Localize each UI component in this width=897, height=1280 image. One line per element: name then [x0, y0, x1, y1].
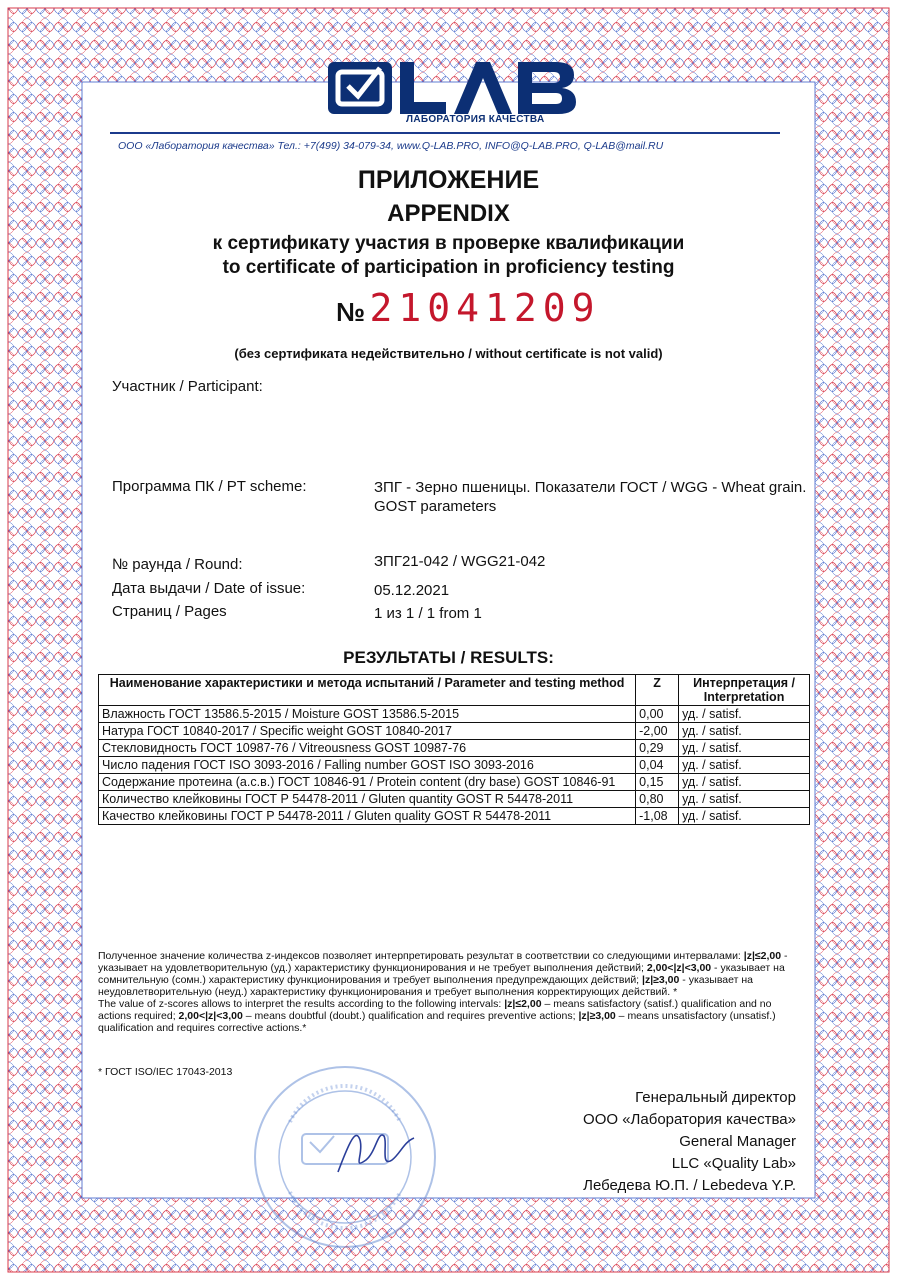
table-row: [99, 740, 810, 757]
logo-subtitle: ЛАБОРАТОРИЯ КАЧЕСТВА: [406, 114, 545, 125]
results-table: [98, 674, 810, 825]
row-interp: уд. / satisf.: [679, 757, 810, 774]
gost-footnote: * ГОСТ ISO/IEC 17043-2013: [98, 1066, 233, 1078]
certificate-number: [336, 286, 600, 330]
header-z: Z: [636, 675, 679, 706]
header-param: Наименование характеристики и метода испытаний / Parameter and testing method: [99, 675, 636, 706]
date-value: 05.12.2021: [374, 582, 450, 599]
row-z: 0,29: [636, 740, 679, 757]
row-param: Число падения ГОСТ ISO 3093-2016 / Falling number GOST ISO 3093-2016: [99, 757, 636, 774]
contact-line: ООО «Лаборатория качества» Тел.: +7(499) 34-079-34, www.Q-LAB.PRO, INFO@Q-LAB.PRO, Q-LAB@mail.RU: [118, 140, 664, 152]
note-ru-text: - указывает на сомнительную (сомн.) характеристику функционирования и требует выполнения предупреждающих действий;: [98, 962, 785, 986]
number-value: 21041209: [369, 286, 601, 330]
signature-block: [520, 1087, 796, 1197]
row-interp: уд. / satisf.: [679, 740, 810, 757]
title-en: APPENDIX: [387, 200, 510, 227]
title-ru: ПРИЛОЖЕНИЕ: [357, 166, 540, 194]
sig-company-en: LLC «Quality Lab»: [671, 1155, 796, 1172]
note-ru-interval: |z|≥3,00: [642, 974, 680, 986]
row-param: Содержание протеина (а.с.в.) ГОСТ 10846-91 / Protein content (dry base) GOST 10846-91: [99, 774, 636, 791]
table-header-row: [99, 675, 810, 706]
row-param: Влажность ГОСТ 13586.5-2015 / Moisture GOST 13586.5-2015: [99, 706, 636, 723]
note-ru-interval: |z|≤2,00: [743, 950, 782, 962]
participant-label: Участник / Participant:: [112, 378, 263, 395]
table-row: [99, 791, 810, 808]
note-en-text: – means satisfactory (satisf.) qualification and no actions required;: [98, 998, 772, 1022]
table-row: [99, 808, 810, 825]
note-ru-text: Полученное значение количества z-индексов позволяет интерпретировать результат в соответствии со следующими интервалами:: [98, 950, 744, 962]
note-ru-text: - указывает на удовлетворительную (уд.) характеристику функционирования и не требует выполнения действий;: [98, 950, 788, 974]
row-param: Количество клейковины ГОСТ Р 54478-2011 / Gluten quantity GOST R 54478-2011: [99, 791, 636, 808]
note-en-interval: 2,00<|z|<3,00: [178, 1010, 243, 1022]
note-en-text: – means doubtful (doubt.) qualification and requires preventive actions;: [242, 1010, 579, 1022]
row-param: Стекловидность ГОСТ 10987-76 / Vitreousness GOST 10987-76: [99, 740, 636, 757]
row-z: 0,15: [636, 774, 679, 791]
row-param: Натура ГОСТ 10840-2017 / Specific weight GOST 10840-2017: [99, 723, 636, 740]
row-z: 0,04: [636, 757, 679, 774]
pages-label: Страниц / Pages: [112, 603, 227, 620]
table-row: [99, 706, 810, 723]
date-label: Дата выдачи / Date of issue:: [112, 580, 306, 597]
header-rule: [110, 132, 780, 134]
table-row: [99, 757, 810, 774]
subtitle-ru: к сертификату участия в проверке квалификации: [212, 233, 685, 254]
row-interp: уд. / satisf.: [679, 791, 810, 808]
round-value: ЗПГ21-042 / WGG21-042: [374, 553, 546, 570]
note-en-interval: |z|≥3,00: [578, 1010, 616, 1022]
table-row: [99, 774, 810, 791]
row-interp: уд. / satisf.: [679, 808, 810, 825]
round-label: № раунда / Round:: [112, 556, 243, 573]
subtitle-en: to certificate of participation in proficiency testing: [222, 257, 675, 278]
row-z: 0,80: [636, 791, 679, 808]
results-title: РЕЗУЛЬТАТЫ / RESULTS:: [343, 648, 554, 667]
note-en-text: – means unsatisfactory (unsatisf.) qualification and requires corrective actions.*: [98, 1010, 776, 1034]
z-score-notes: [98, 950, 798, 1034]
row-interp: уд. / satisf.: [679, 723, 810, 740]
row-z: 0,00: [636, 706, 679, 723]
row-interp: уд. / satisf.: [679, 774, 810, 791]
note-ru-text: - указывает на неудовлетворительную (неуд.) характеристику функционирования и требует выполнения корректирующих действий. *: [98, 974, 754, 998]
row-z: -2,00: [636, 723, 679, 740]
sig-name: Лебедева Ю.П. / Lebedeva Y.P.: [583, 1177, 796, 1194]
sig-title-ru: Генеральный директор: [635, 1089, 796, 1106]
row-interp: уд. / satisf.: [679, 706, 810, 723]
note-en-interval: |z|≤2,00: [504, 998, 542, 1010]
header-interp: Интерпретация / Interpretation: [679, 675, 810, 706]
sig-company-ru: ООО «Лаборатория качества»: [583, 1111, 796, 1128]
row-param: Качество клейковины ГОСТ Р 54478-2011 / Gluten quality GOST R 54478-2011: [99, 808, 636, 825]
handwritten-signature: [330, 1120, 420, 1180]
number-sign: №: [336, 297, 365, 327]
sig-title-en: General Manager: [679, 1133, 796, 1150]
row-z: -1,08: [636, 808, 679, 825]
note-ru-interval: 2,00<|z|<3,00: [646, 962, 712, 974]
scheme-label: Программа ПК / PT scheme:: [112, 478, 307, 495]
validity-note: (без сертификата недействительно / without certificate is not valid): [234, 346, 663, 361]
pages-value: 1 из 1 / 1 from 1: [374, 605, 482, 622]
table-row: [99, 723, 810, 740]
scheme-value: ЗПГ - Зерно пшеницы. Показатели ГОСТ / WGG - Wheat grain. GOST parameters: [374, 479, 807, 515]
note-en-text: The value of z-scores allows to interpret the results according to the following intervals:: [98, 998, 505, 1010]
